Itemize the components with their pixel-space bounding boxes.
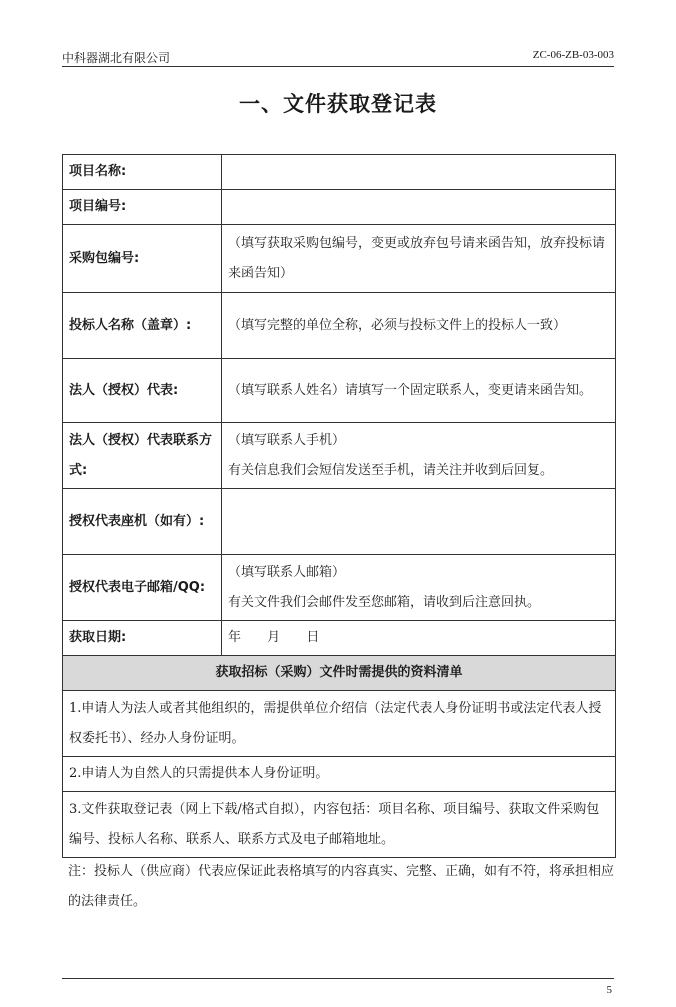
- email-qq-label: 授权代表电子邮箱/QQ:: [63, 555, 222, 621]
- legal-rep-contact-label: 法人（授权）代表联系方式:: [63, 423, 222, 489]
- date-label: 获取日期:: [63, 621, 222, 656]
- contact-hint: （填写联系人手机）: [228, 432, 346, 448]
- section-title: 获取招标（采购）文件时需提供的资料清单: [63, 656, 616, 691]
- table-row: [63, 555, 616, 621]
- package-number-field[interactable]: （填写获取采购包编号，变更或放弃包号请来函告知，放弃投标请来函告知）: [222, 225, 616, 293]
- email-note: 有关文件我们会邮件发至您邮箱，请收到后注意回执。: [228, 594, 541, 610]
- table-row: [63, 225, 616, 293]
- table-row: [63, 691, 616, 757]
- table-row: [63, 656, 616, 691]
- table-row: [63, 293, 616, 359]
- header-divider: [62, 66, 614, 67]
- table-row: [63, 155, 616, 190]
- date-day: 日: [306, 630, 320, 645]
- landline-field[interactable]: [222, 489, 616, 555]
- date-field[interactable]: [222, 621, 616, 656]
- page-number: 5: [606, 984, 612, 996]
- table-row: [63, 792, 616, 858]
- email-qq-field[interactable]: [222, 555, 616, 621]
- email-hint: （填写联系人邮箱）: [228, 564, 346, 580]
- contact-note: 有关信息我们会短信发送至手机，请关注并收到后回复。: [228, 462, 554, 478]
- legal-rep-contact-field[interactable]: [222, 423, 616, 489]
- landline-label: 授权代表座机（如有）:: [63, 489, 222, 555]
- disclaimer-note: 注：投标人（供应商）代表应保证此表格填写的内容真实、完整、正确，如有不符，将承担相应的法律责任。: [68, 864, 615, 909]
- page-title: 一、文件获取登记表: [239, 92, 437, 116]
- list-item: 3.文件获取登记表（网上下载/格式自拟），内容包括：项目名称、项目编号、获取文件采购包编号、投标人名称、联系人、联系方式及电子邮箱地址。: [63, 792, 616, 858]
- list-item: 1.申请人为法人或者其他组织的，需提供单位介绍信（法定代表人身份证明书或法定代表人授权委托书）、经办人身份证明。: [63, 691, 616, 757]
- project-number-field[interactable]: [222, 190, 616, 225]
- table-row: [63, 423, 616, 489]
- project-number-label: 项目编号:: [63, 190, 222, 225]
- table-row: [63, 757, 616, 792]
- table-row: [63, 489, 616, 555]
- package-number-label: 采购包编号:: [63, 225, 222, 293]
- date-year: 年: [228, 630, 242, 645]
- legal-rep-field[interactable]: （填写联系人姓名）请填写一个固定联系人，变更请来函告知。: [222, 359, 616, 423]
- table-row: [63, 359, 616, 423]
- bidder-name-field[interactable]: （填写完整的单位全称，必须与投标文件上的投标人一致）: [222, 293, 616, 359]
- table-row: [63, 621, 616, 656]
- legal-rep-label: 法人（授权）代表:: [63, 359, 222, 423]
- project-name-field[interactable]: [222, 155, 616, 190]
- company-name: 中科器湖北有限公司: [62, 51, 171, 65]
- list-item: 2.申请人为自然人的只需提供本人身份证明。: [63, 757, 616, 792]
- footer-divider: [62, 978, 614, 979]
- bidder-name-label: 投标人名称（盖章）:: [63, 293, 222, 359]
- date-month: 月: [267, 630, 281, 645]
- table-row: [63, 190, 616, 225]
- project-name-label: 项目名称:: [63, 155, 222, 190]
- registration-table: [62, 154, 616, 858]
- document-code: ZC-06-ZB-03-003: [532, 49, 614, 61]
